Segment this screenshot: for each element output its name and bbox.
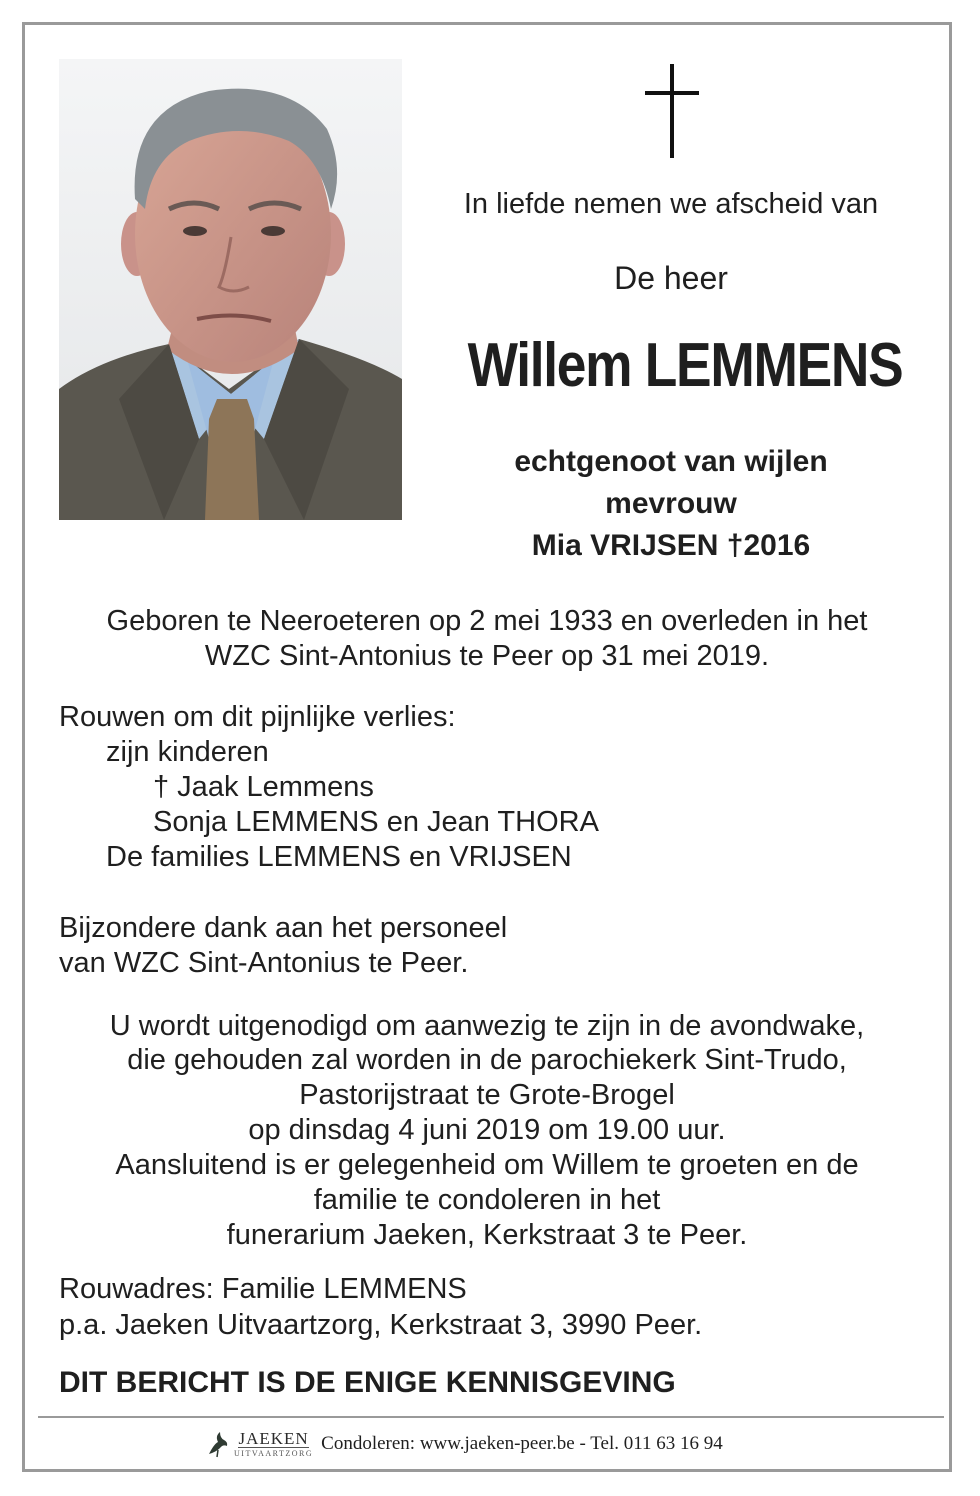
footer-divider — [38, 1416, 944, 1418]
farewell-intro: In liefde nemen we afscheid van — [463, 188, 879, 220]
thanks-line-1: Bijzondere dank aan het personeel — [59, 912, 508, 944]
vigil-line-2: die gehouden zal worden in de parochiekerk Sint-Trudo, — [127, 1044, 847, 1076]
spouse-line-2: mevrouw — [605, 487, 737, 520]
vigil-line-3: Pastorijstraat te Grote-Brogel — [299, 1079, 675, 1111]
child-2: Sonja LEMMENS en Jean THORA — [153, 806, 599, 838]
families: De families LEMMENS en VRIJSEN — [106, 841, 572, 873]
address-line-2: p.a. Jaeken Uitvaartzorg, Kerkstraat 3, 3990 Peer. — [59, 1309, 703, 1341]
logo-name: JAEKEN — [238, 1428, 309, 1448]
honorific: De heer — [614, 260, 728, 296]
vigil-line-7: funerarium Jaeken, Kerkstraat 3 te Peer. — [226, 1219, 748, 1251]
footer — [206, 1424, 723, 1464]
vigil-line-4: op dinsdag 4 juni 2019 om 19.00 uur. — [248, 1114, 726, 1146]
birth-line-1: Geboren te Neeroeteren op 2 mei 1933 en overleden in het — [106, 605, 868, 637]
logo-subtitle: UITVAARTZORG — [234, 1448, 314, 1458]
thanks-line-2: van WZC Sint-Antonius te Peer. — [59, 947, 469, 979]
spouse-line-1: echtgenoot van wijlen — [514, 445, 828, 478]
condolence-contact: Condoleren: www.jaeken-peer.be - Tel. 011 63 16 94 — [321, 1433, 723, 1454]
vigil-line-1: U wordt uitgenodigd om aanwezig te zijn in de avondwake, — [109, 1010, 865, 1042]
cross-icon — [643, 64, 703, 160]
bird-icon — [206, 1430, 230, 1458]
portrait-photo — [59, 59, 402, 520]
vigil-line-6: familie te condoleren in het — [313, 1184, 661, 1216]
children-label: zijn kinderen — [106, 736, 269, 768]
child-1: † Jaak Lemmens — [153, 771, 374, 803]
address-line-1: Rouwadres: Familie LEMMENS — [59, 1273, 467, 1305]
spouse-line-3: Mia VRIJSEN †2016 — [531, 529, 811, 562]
mourners-intro: Rouwen om dit pijnlijke verlies: — [59, 701, 456, 733]
deceased-name: Willem LEMMENS — [467, 331, 903, 400]
birth-line-2: WZC Sint-Antonius te Peer op 31 mei 2019. — [204, 640, 770, 672]
vigil-line-5: Aansluitend is er gelegenheid om Willem te groeten en de — [115, 1149, 859, 1181]
notice-text: DIT BERICHT IS DE ENIGE KENNISGEVING — [59, 1366, 676, 1399]
jaeken-logo — [206, 1430, 313, 1459]
